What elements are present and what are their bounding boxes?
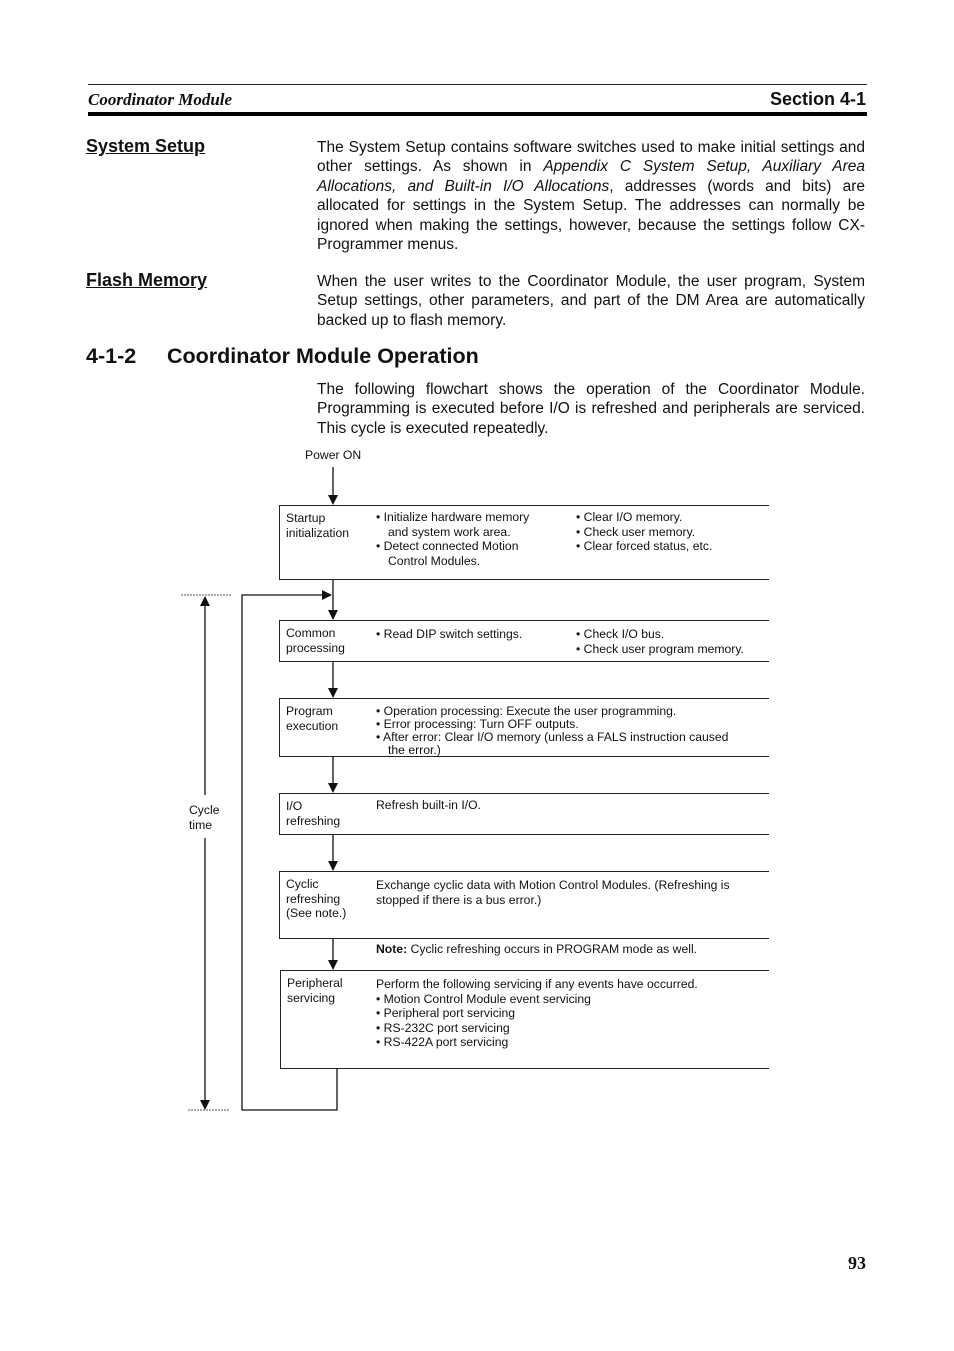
- peripheral-label: Peripheral servicing: [287, 976, 343, 1005]
- common-steps-1: • Read DIP switch settings.: [376, 627, 523, 641]
- startup-steps-1: • Initialize hardware memory and system work area. • Detect connected Motion Control Modules.: [376, 510, 530, 568]
- section-number: 4-1-2: [86, 344, 137, 368]
- io-label: I/O refreshing: [286, 799, 341, 828]
- running-header-section: Section 4-1: [769, 89, 866, 109]
- common-steps-2: • Check I/O bus. • Check user program memory.: [576, 627, 744, 656]
- io-refreshing-box: [279, 793, 769, 835]
- peripheral-steps: Perform the following servicing if any events have occurred. • Motion Control Module event servicing • Peripheral port servicing • RS-232C port servicing • RS-422A port servicing: [376, 977, 698, 1049]
- cyclic-refreshing-box: [279, 871, 769, 939]
- cyclic-label: Cyclic refreshing (See note.): [286, 877, 347, 920]
- program-steps: • Operation processing: Execute the user programming. • Error processing: Turn OFF outputs. • After error: Clear I/O memory (unless a FALS instruction caused the error.): [376, 704, 729, 757]
- io-steps: Refresh built-in I/O.: [376, 798, 481, 812]
- flash-memory-paragraph: When the user writes to the Coordinator Module, the user program, System Setup settings, other parameters, and part of the DM Area are automatically backed up to flash memory.: [317, 273, 865, 329]
- peripheral-servicing-box: [280, 970, 769, 1069]
- section-title: Coordinator Module Operation: [167, 344, 479, 368]
- startup-steps-2: • Clear I/O memory. • Check user memory. • Clear forced status, etc.: [576, 510, 713, 553]
- common-label: Common processing: [286, 626, 345, 655]
- common-processing-box: [279, 620, 769, 662]
- cyclic-steps: Exchange cyclic data with Motion Control Modules. (Refreshing is stopped if there is a bus error.): [376, 878, 730, 907]
- system-setup-paragraph: The System Setup contains software switches used to make initial settings and other settings. As shown in Appendix C System Setup, Auxiliary Area Allocations, and Built-in I/O Allocations, addresses (words and bits) are allocated for settings in the System Setup. The addresses can normally be ignored when making the settings, however, because the settings follow CX-Programmer menus.: [317, 139, 866, 254]
- startup-initialization-box: [279, 505, 769, 580]
- cycle-time-label: Cycle time: [189, 803, 220, 832]
- startup-label: Startup initialization: [286, 511, 350, 540]
- cyclic-note: Note: Cyclic refreshing occurs in PROGRAM mode as well.: [376, 942, 698, 956]
- section-intro-paragraph: The following flowchart shows the operation of the Coordinator Module. Programming is executed before I/O is refreshed and peripherals are serviced. This cycle is executed repeatedly.: [317, 381, 865, 437]
- program-execution-box: [279, 698, 769, 757]
- power-on-label: Power ON: [305, 448, 362, 462]
- running-header-title: Coordinator Module: [88, 90, 233, 109]
- system-setup-heading: System Setup: [86, 136, 206, 156]
- program-label: Program execution: [286, 704, 339, 733]
- page-number: 93: [848, 1253, 866, 1273]
- flash-memory-heading: Flash Memory: [86, 270, 208, 290]
